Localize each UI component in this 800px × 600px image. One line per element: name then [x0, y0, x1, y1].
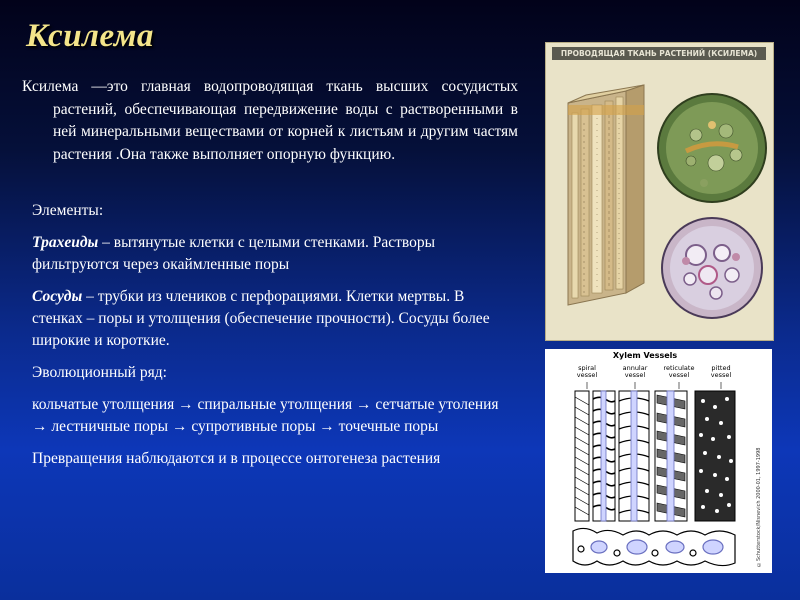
evolution-label: Эволюционный ряд:: [32, 364, 167, 381]
vessels-text: – трубки из члеников с перфорациями. Клетки мертвы. В стенках – поры и утолщения (обеспечение прочности). Сосуды более широкие и короткие.: [32, 288, 490, 349]
label-spiral-vessel: spiral vessel: [576, 364, 598, 379]
xylem-poster-image: [545, 42, 774, 341]
vessel-cross-section: [573, 528, 735, 565]
label-pitted-vessel: pitted vessel: [710, 364, 732, 379]
tracheids-text: – вытянутые клетки с целыми стенками. Растворы фильтруются через окаймленные поры: [32, 234, 436, 273]
evolution-text: кольчатые утолщения → спиральные утолщения → сетчатые утоления → лестничные поры → супротивные поры → точечные поры: [32, 396, 499, 435]
cross-section-bottom-drawing: [662, 218, 762, 318]
poster-illustration: [546, 43, 773, 340]
elements-label: Элементы:: [32, 202, 104, 219]
cross-section-top-drawing: [658, 94, 766, 202]
xylem-vessels-diagram: [545, 349, 772, 573]
tissue-block-drawing: [568, 85, 644, 305]
slide-title: Ксилема: [26, 18, 154, 54]
label-reticulate-vessel: reticulate vessel: [663, 364, 695, 379]
intro-paragraph: [22, 76, 518, 166]
poster-header: ПРОВОДЯЩАЯ ТКАНЬ РАСТЕНИЙ (КСИЛЕМА): [552, 47, 766, 60]
intro-text: Ксилема —это главная водопроводящая ткань высших сосудистых растений, обеспечивающая передвижение воды с растворенными в ней минеральными веществами от корней к листьям и другим частям растения .Она также выполняет опорную функцию.: [22, 78, 518, 163]
vessels-term: Сосуды: [32, 288, 83, 305]
tracheids-term: Трахеиды: [32, 234, 99, 251]
diagram-credit: ©Schutterstock/Nisnevich 2000-01, 1997-1998: [756, 447, 762, 567]
body-text: [32, 200, 502, 480]
vessels-paragraph: [32, 286, 502, 352]
ontogenesis-text: Превращения наблюдаются и в процессе онтогенеза растения: [32, 450, 441, 467]
label-annular-vessel: annular vessel: [622, 364, 648, 379]
tracheids-paragraph: [32, 232, 502, 276]
diagram-title: Xylem Vessels: [612, 351, 678, 360]
vessels-drawing: [545, 349, 772, 573]
